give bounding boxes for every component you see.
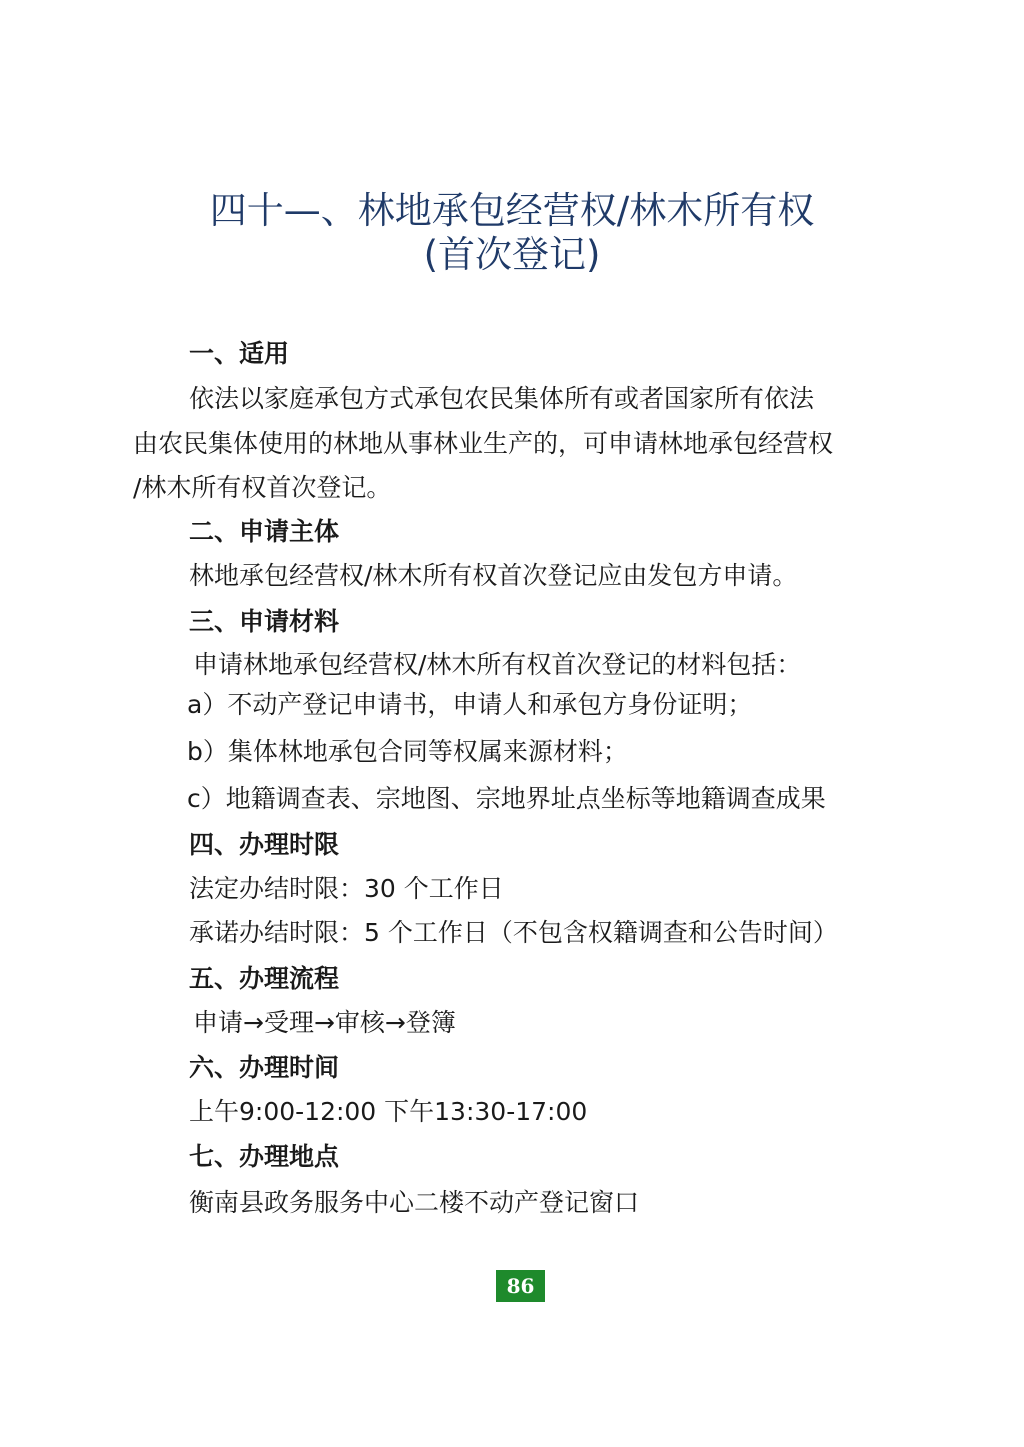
paragraph-line: /林木所有权首次登记。 bbox=[133, 473, 392, 502]
page-number: 86 bbox=[496, 1270, 545, 1302]
section-heading: 一、适用 bbox=[189, 339, 290, 368]
list-item: c）地籍调查表、宗地图、宗地界址点坐标等地籍调查成果 bbox=[187, 784, 826, 813]
section-heading: 五、办理流程 bbox=[189, 964, 340, 993]
paragraph-line: 上午9:00-12:00 下午13:30-17:00 bbox=[189, 1097, 588, 1126]
section-heading: 七、办理地点 bbox=[189, 1142, 340, 1171]
section-heading: 二、申请主体 bbox=[189, 517, 340, 546]
list-item: b）集体林地承包合同等权属来源材料； bbox=[187, 737, 628, 766]
paragraph-line: 由农民集体使用的林地从事林业生产的，可申请林地承包经营权 bbox=[133, 429, 834, 458]
paragraph-line: 依法以家庭承包方式承包农民集体所有或者国家所有依法 bbox=[189, 384, 815, 413]
section-heading: 六、办理时间 bbox=[189, 1053, 340, 1082]
paragraph-line: 衡南县政务服务中心二楼不动产登记窗口 bbox=[189, 1188, 640, 1217]
paragraph-line: 法定办结时限：30 个工作日 bbox=[189, 874, 504, 903]
paragraph-line: 承诺办结时限：5 个工作日（不包含权籍调查和公告时间） bbox=[189, 918, 838, 947]
document-title-line-1: 四十—、林地承包经营权/林木所有权 bbox=[209, 189, 815, 232]
section-heading: 四、办理时限 bbox=[189, 830, 340, 859]
list-item: a）不动产登记申请书，申请人和承包方身份证明； bbox=[187, 690, 753, 719]
document-title-line-2: (首次登记) bbox=[423, 233, 601, 276]
section-heading: 三、申请材料 bbox=[189, 607, 340, 636]
paragraph-line: 申请林地承包经营权/林木所有权首次登记的材料包括： bbox=[193, 650, 802, 679]
paragraph-line: 林地承包经营权/林木所有权首次登记应由发包方申请。 bbox=[189, 561, 798, 590]
paragraph-line: 申请→受理→审核→登簿 bbox=[193, 1008, 456, 1037]
